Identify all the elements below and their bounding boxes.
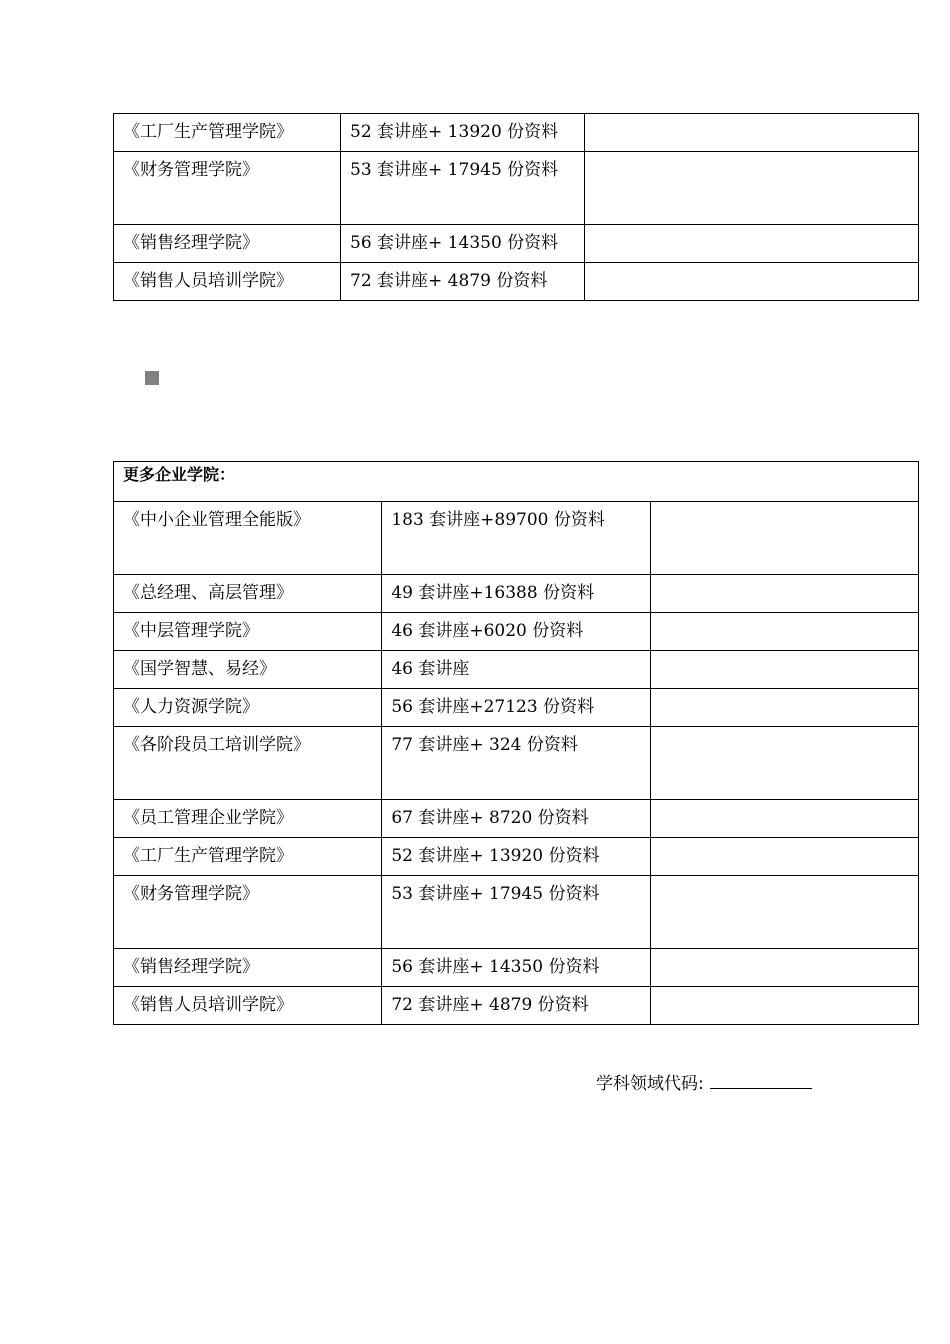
more-academies-table: [113, 461, 919, 1025]
square-bullet-icon: [145, 371, 159, 385]
more-academies-table-body: [114, 462, 919, 1025]
table-row: [114, 876, 919, 949]
table-row: [114, 613, 919, 651]
course-content-cell: 72 套讲座+ 4879 份资料: [382, 987, 650, 1025]
course-content-cell: 52 套讲座+ 13920 份资料: [341, 114, 585, 152]
course-content-cell: 183 套讲座+89700 份资料: [382, 502, 650, 575]
table-row: [114, 949, 919, 987]
table-header-row: [114, 462, 919, 502]
table-row: [114, 838, 919, 876]
course-name-cell: 《国学智慧、易经》: [114, 651, 382, 689]
notes-cell: [650, 502, 918, 575]
subject-code-blank: [710, 1072, 812, 1089]
course-name-cell: 《销售人员培训学院》: [114, 263, 341, 301]
notes-cell: [585, 114, 919, 152]
notes-cell: [585, 152, 919, 225]
subject-code-line: [596, 1070, 812, 1098]
course-content-cell: 56 套讲座+ 14350 份资料: [382, 949, 650, 987]
notes-cell: [650, 949, 918, 987]
course-content-cell: 67 套讲座+ 8720 份资料: [382, 800, 650, 838]
table-header: 更多企业学院：: [114, 462, 919, 502]
course-content-cell: 77 套讲座+ 324 份资料: [382, 727, 650, 800]
course-name-cell: 《总经理、高层管理》: [114, 575, 382, 613]
course-content-cell: 53 套讲座+ 17945 份资料: [382, 876, 650, 949]
course-content-cell: 46 套讲座+6020 份资料: [382, 613, 650, 651]
course-name-cell: 《财务管理学院》: [114, 152, 341, 225]
notes-cell: [650, 613, 918, 651]
table-row: [114, 225, 919, 263]
course-name-cell: 《工厂生产管理学院》: [114, 114, 341, 152]
notes-cell: [650, 987, 918, 1025]
course-name-cell: 《员工管理企业学院》: [114, 800, 382, 838]
table-row: [114, 800, 919, 838]
course-name-cell: 《工厂生产管理学院》: [114, 838, 382, 876]
course-name-cell: 《财务管理学院》: [114, 876, 382, 949]
table-row: [114, 651, 919, 689]
notes-cell: [585, 225, 919, 263]
notes-cell: [650, 876, 918, 949]
course-content-cell: 49 套讲座+16388 份资料: [382, 575, 650, 613]
course-content-cell: 52 套讲座+ 13920 份资料: [382, 838, 650, 876]
course-name-cell: 《销售人员培训学院》: [114, 987, 382, 1025]
course-table-top: [113, 113, 919, 301]
notes-cell: [650, 651, 918, 689]
course-name-cell: 《中小企业管理全能版》: [114, 502, 382, 575]
notes-cell: [650, 689, 918, 727]
notes-cell: [650, 727, 918, 800]
course-name-cell: 《人力资源学院》: [114, 689, 382, 727]
course-name-cell: 《销售经理学院》: [114, 225, 341, 263]
course-name-cell: 《销售经理学院》: [114, 949, 382, 987]
table-row: [114, 575, 919, 613]
course-content-cell: 72 套讲座+ 4879 份资料: [341, 263, 585, 301]
notes-cell: [650, 800, 918, 838]
course-content-cell: 46 套讲座: [382, 651, 650, 689]
table-row: [114, 689, 919, 727]
table-row: [114, 502, 919, 575]
notes-cell: [650, 838, 918, 876]
notes-cell: [650, 575, 918, 613]
subject-code-label: 学科领域代码:: [596, 1074, 704, 1094]
course-table-top-body: [114, 114, 919, 301]
course-content-cell: 56 套讲座+ 14350 份资料: [341, 225, 585, 263]
course-content-cell: 53 套讲座+ 17945 份资料: [341, 152, 585, 225]
table-row: [114, 987, 919, 1025]
table-row: [114, 263, 919, 301]
notes-cell: [585, 263, 919, 301]
course-content-cell: 56 套讲座+27123 份资料: [382, 689, 650, 727]
course-name-cell: 《中层管理学院》: [114, 613, 382, 651]
course-name-cell: 《各阶段员工培训学院》: [114, 727, 382, 800]
table-row: [114, 152, 919, 225]
table-row: [114, 114, 919, 152]
table-row: [114, 727, 919, 800]
